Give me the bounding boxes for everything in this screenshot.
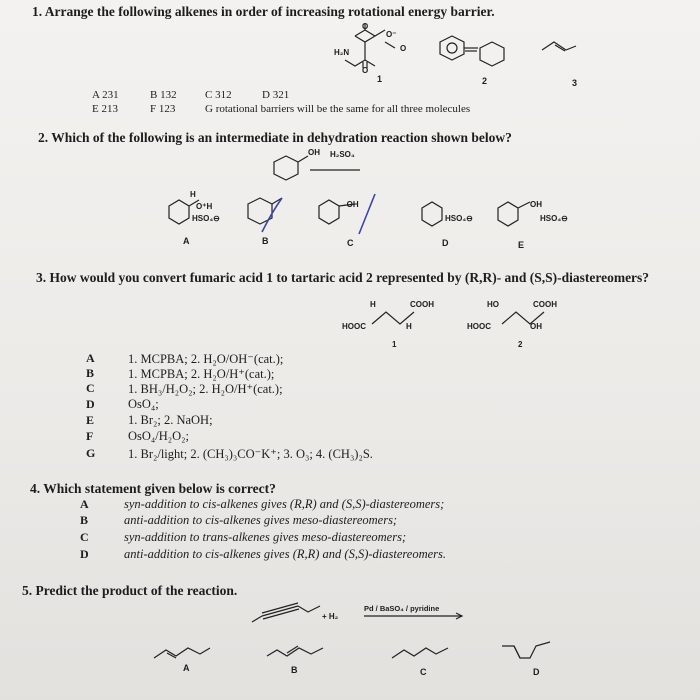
q4-statement-c-text: syn-addition to trans-alkenes gives meso-diastereomers; bbox=[124, 530, 407, 544]
q3-s1-hooc: HOOC bbox=[342, 322, 366, 331]
q5-choice-d-structure bbox=[500, 636, 560, 666]
structure-label-2: 2 bbox=[482, 76, 488, 86]
oxide-minus-label: O⁻ bbox=[386, 30, 397, 39]
q3-s2-number: 2 bbox=[518, 340, 523, 349]
q3-s1-h-bottom: H bbox=[406, 322, 412, 331]
q3-s1-cooh: COOH bbox=[410, 300, 434, 309]
q3-option-e-text: 1. Br₂; 2. NaOH; bbox=[128, 413, 213, 427]
q1-option-a: A 231 bbox=[92, 89, 119, 101]
q4-statement-b-text: anti-addition to cis-alkenes gives meso-diastereomers; bbox=[124, 513, 398, 527]
oxygen-label-bottom: O bbox=[362, 66, 369, 75]
q3-s2-ho: HO bbox=[487, 300, 499, 309]
q3-option-e-letter: E bbox=[86, 413, 95, 427]
q4-statement-b-letter: B bbox=[80, 513, 89, 527]
q2-a-h-label: H bbox=[190, 190, 196, 199]
q4-statement-a-text: syn-addition to cis-alkenes gives (R,R) and (S,S)-diastereomers; bbox=[124, 497, 445, 511]
q2-c-oh-label: -OH bbox=[344, 200, 359, 209]
oxygen-label-top: O bbox=[362, 22, 369, 31]
q4-question: 4. Which statement given below is correct? bbox=[30, 481, 276, 496]
structure-label-3: 3 bbox=[572, 78, 578, 88]
q3-option-d-letter: D bbox=[86, 397, 95, 411]
q1-option-e: E 213 bbox=[92, 103, 118, 115]
q3-option-b-letter: B bbox=[86, 366, 95, 380]
q5-reagent: Pd / BaSO₄ / pyridine bbox=[364, 604, 440, 613]
q2-choice-a: A bbox=[183, 236, 190, 246]
q2-a-hso4: HSO₄⊖ bbox=[192, 214, 220, 223]
q3-option-a-text: 1. MCPBA; 2. H₂O/OH⁻(cat.); bbox=[128, 352, 284, 366]
q1-structure-3 bbox=[540, 38, 580, 58]
q1-option-d: D 321 bbox=[262, 89, 290, 101]
q5-choice-c: C bbox=[420, 667, 427, 677]
q3-option-f-text: OsO₄/H₂O₂; bbox=[128, 429, 189, 443]
q5-choice-a-structure bbox=[152, 636, 222, 666]
q5-question: 5. Predict the product of the reaction. bbox=[22, 583, 238, 598]
q5-choice-a: A bbox=[183, 663, 190, 673]
q4-statement-c-letter: C bbox=[80, 530, 89, 544]
q3-option-g-letter: G bbox=[86, 446, 96, 460]
q2-choice-d: D bbox=[442, 238, 449, 248]
oxygen-label-ester: O bbox=[400, 44, 407, 53]
q5-choice-b: B bbox=[291, 665, 298, 675]
q4-statement-a-letter: A bbox=[80, 497, 89, 511]
q2-choice-e: E bbox=[518, 240, 525, 250]
q5-choice-c-structure bbox=[390, 636, 460, 666]
q3-option-g-text: 1. Br₂/light; 2. (CH₃)₃CO⁻K⁺; 3. O₃; 4. (CH₃)₂S. bbox=[128, 447, 373, 461]
q3-option-c-letter: C bbox=[86, 381, 95, 395]
q1-question: 1. Arrange the following alkenes in order of increasing rotational energy barrier. bbox=[32, 4, 495, 19]
q4-statement-d-letter: D bbox=[80, 547, 89, 561]
q1-structure-2 bbox=[430, 34, 530, 74]
q2-d-hso4: HSO₄⊖ bbox=[445, 214, 473, 223]
q3-s2-hooc: HOOC bbox=[467, 322, 491, 331]
q5-plus-h2: + H₂ bbox=[322, 612, 339, 621]
q3-question: 3. How would you convert fumaric acid 1 to tartaric acid 2 represented by (R,R)- and (S,S)-diastereomers? bbox=[36, 270, 650, 285]
structure-label-1: 1 bbox=[377, 74, 383, 84]
q1-option-b: B 132 bbox=[150, 89, 177, 101]
q2-reagent: H₂SO₄ bbox=[330, 150, 355, 159]
q4-statement-d-text: anti-addition to cis-alkenes gives (R,R) and (S,S)-diastereomers. bbox=[124, 547, 447, 561]
h2n-label: H₂N bbox=[334, 48, 350, 57]
q3-option-b-text: 1. MCPBA; 2. H₂O/H⁺(cat.); bbox=[128, 367, 275, 381]
q3-s2-cooh: COOH bbox=[533, 300, 557, 309]
q2-oh-label: OH bbox=[308, 148, 320, 157]
q2-choice-b-structure bbox=[242, 192, 302, 242]
q2-choice-b: B bbox=[262, 236, 269, 246]
q3-s1-h-top: H bbox=[370, 300, 376, 309]
q5-choice-b-structure bbox=[265, 636, 335, 666]
q3-option-c-text: 1. BH₃/H₂O₂; 2. H₂O/H⁺(cat.); bbox=[128, 382, 283, 396]
q5-choice-d: D bbox=[533, 667, 540, 677]
q1-option-f: F 123 bbox=[150, 103, 176, 115]
q2-choice-c: C bbox=[347, 238, 354, 248]
q1-option-g: G rotational barriers will be the same for all three molecules bbox=[205, 103, 471, 115]
q3-structure-2 bbox=[490, 300, 570, 340]
q2-a-o-label: O⁺H bbox=[196, 202, 213, 211]
q1-option-c: C 312 bbox=[205, 89, 232, 101]
q3-option-a-letter: A bbox=[86, 351, 95, 365]
q2-e-hso4: HSO₄⊖ bbox=[540, 214, 568, 223]
q2-question: 2. Which of the following is an intermediate in dehydration reaction shown below? bbox=[38, 130, 512, 145]
q5-reaction-arrow bbox=[362, 612, 472, 622]
q3-s2-oh: OH bbox=[530, 322, 542, 331]
q2-e-oh-label: OH bbox=[530, 200, 542, 209]
q2-reactant-cyclohexylmethanol bbox=[268, 148, 378, 188]
q3-option-d-text: OsO₄; bbox=[128, 397, 159, 411]
q3-s1-number: 1 bbox=[392, 340, 397, 349]
q3-option-f-letter: F bbox=[86, 429, 94, 443]
